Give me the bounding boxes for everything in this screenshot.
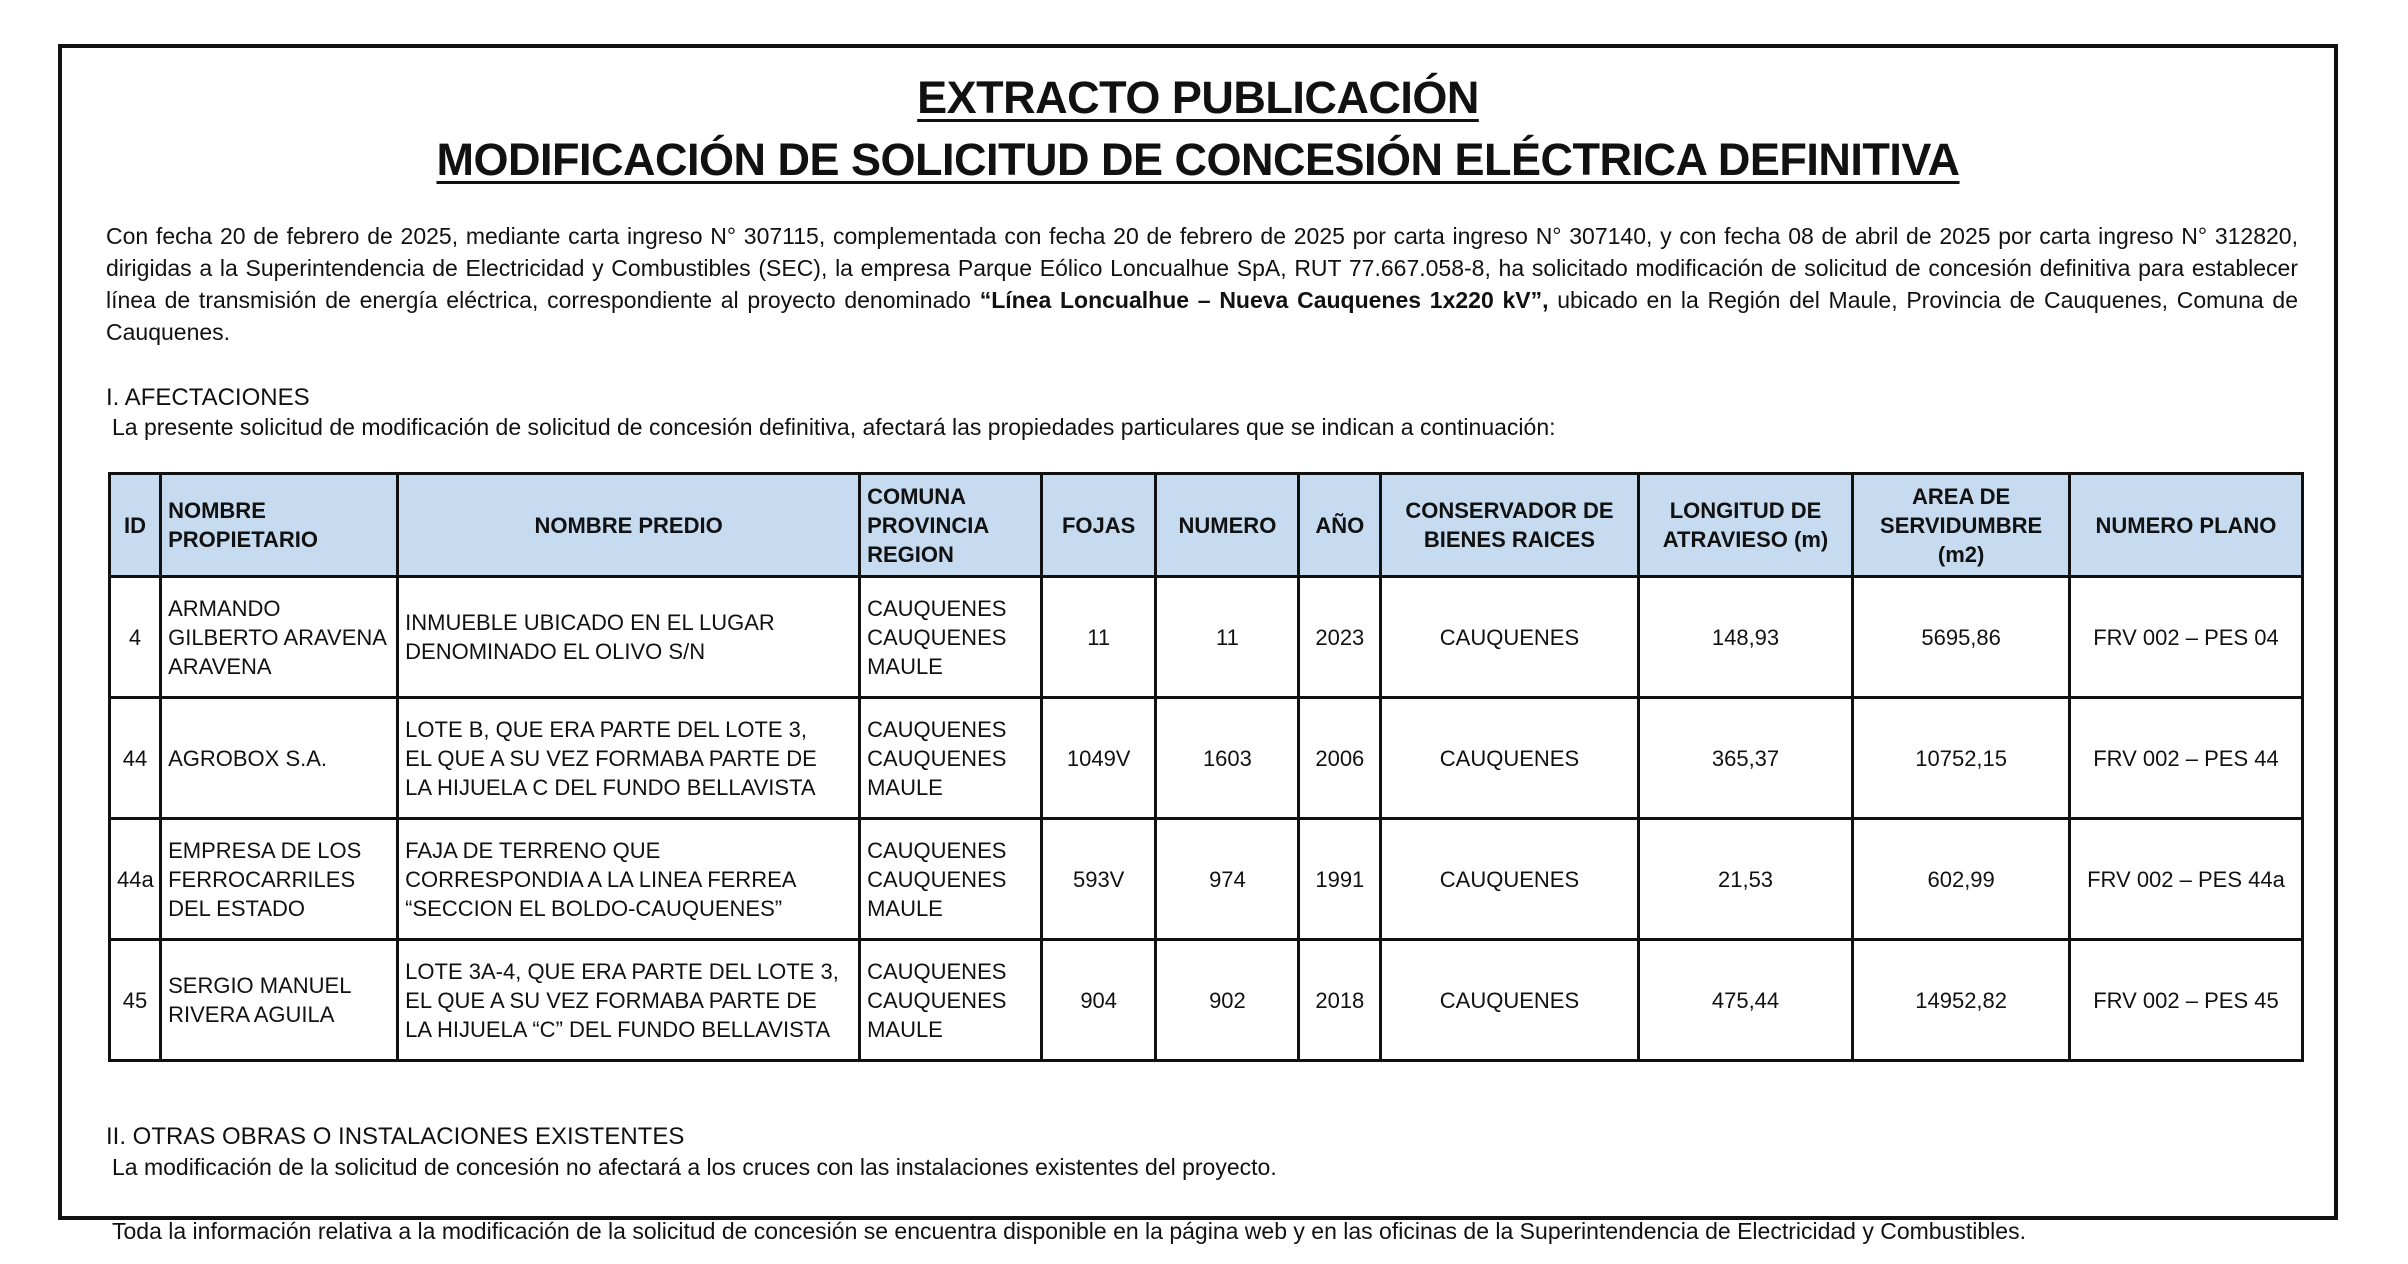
cell-property-line-2: EL QUE A SU VEZ FORMABA PARTE DE (405, 987, 817, 1013)
section-2-text: La modificación de la solicitud de concesión no afectará a los cruces con las instalaciones existentes del proyecto. (112, 1154, 1277, 1180)
cell-property-line-3: LA HIJUELA “C” DEL FUNDO BELLAVISTA (405, 1016, 831, 1042)
cell-owner-line-3: ARAVENA (168, 653, 272, 679)
cell-property-line-1: INMUEBLE UBICADO EN EL LUGAR (405, 610, 775, 635)
table-row (110, 940, 2303, 1061)
header-length-line-2: ATRAVIESO (m) (1662, 527, 1829, 552)
header-plan: NUMERO PLANO (2069, 474, 2302, 577)
cell-fojas: 11 (1041, 577, 1155, 698)
header-length (1638, 474, 1853, 577)
cell-owner-line-2: FERROCARRILES (168, 866, 356, 892)
cell-year: 1991 (1299, 819, 1381, 940)
cell-year: 2018 (1299, 940, 1381, 1061)
cell-area: 5695,86 (1853, 577, 2070, 698)
cell-length: 475,44 (1638, 940, 1853, 1061)
cell-property-line-2: CORRESPONDIA A LA LINEA FERREA (405, 866, 797, 892)
cell-property (398, 698, 860, 819)
cell-registry: CAUQUENES (1381, 577, 1639, 698)
cell-year: 2023 (1299, 577, 1381, 698)
cell-provincia: CAUQUENES (867, 745, 1007, 771)
cell-area: 10752,15 (1853, 698, 2070, 819)
cell-location (860, 940, 1042, 1061)
cell-registry: CAUQUENES (1381, 698, 1639, 819)
cell-provincia: CAUQUENES (867, 866, 1007, 892)
cell-numero: 974 (1156, 819, 1299, 940)
cell-registry: CAUQUENES (1381, 819, 1639, 940)
intro-text-part-1: Con fecha 20 de febrero de 2025, mediante carta ingreso N° 307115, complementada con fecha 20 de febrero de 2025 por carta ingreso N° 307140, y con fecha 08 de abril de 2025 por carta ingreso N° 312820, dirigidas a la Superintendencia de Electricidad y Combustibles (SEC), la empresa Parque Eólico Loncualhue SpA, RUT 77.667.058-8, ha solicitado modificación de solicitud de concesión definitiva para establecer línea de transmisión de energía eléctrica, correspondiente al proyecto denominado (106, 223, 2298, 313)
cell-numero: 1603 (1156, 698, 1299, 819)
cell-provincia: CAUQUENES (867, 987, 1007, 1013)
header-registry (1381, 474, 1639, 577)
header-owner-line-2: PROPIETARIO (168, 527, 319, 552)
header-numero: NUMERO (1156, 474, 1299, 577)
cell-length: 148,93 (1638, 577, 1853, 698)
cell-location (860, 577, 1042, 698)
cell-fojas: 904 (1041, 940, 1155, 1061)
cell-plan: FRV 002 – PES 44a (2069, 819, 2302, 940)
cell-area: 14952,82 (1853, 940, 2070, 1061)
header-location-line-2: PROVINCIA (867, 512, 990, 538)
table-row (110, 819, 2303, 940)
cell-owner-line-2: GILBERTO ARAVENA (168, 624, 387, 650)
header-registry-line-2: BIENES RAICES (1423, 527, 1596, 552)
header-location (860, 474, 1042, 577)
cell-owner (161, 577, 398, 698)
section-1-text: La presente solicitud de modificación de solicitud de concesión definitiva, afectará las propiedades particulares que se indican a continuación: (112, 414, 1556, 440)
document-title: EXTRACTO PUBLICACIÓN (917, 72, 1479, 123)
cell-property-line-1: FAJA DE TERRENO QUE (405, 837, 661, 863)
intro-paragraph (106, 220, 2298, 348)
cell-comuna: CAUQUENES (867, 716, 1007, 742)
cell-plan: FRV 002 – PES 04 (2069, 577, 2302, 698)
cell-owner (161, 819, 398, 940)
cell-region: MAULE (867, 774, 943, 800)
cell-year: 2006 (1299, 698, 1381, 819)
cell-property-line-2: DENOMINADO EL OLIVO S/N (405, 639, 706, 664)
cell-property (398, 577, 860, 698)
cell-property-line-2: EL QUE A SU VEZ FORMABA PARTE DE (405, 745, 817, 771)
intro-text-part-2: ubicado en la Región del Maule, Provincia de Cauquenes, Comuna de Cauquenes. (106, 287, 2298, 345)
cell-region: MAULE (867, 895, 943, 921)
header-area (1853, 474, 2070, 577)
cell-location (860, 819, 1042, 940)
header-property: NOMBRE PREDIO (398, 474, 860, 577)
cell-comuna: CAUQUENES (867, 595, 1007, 621)
publication-frame (58, 44, 2338, 1244)
cell-region: MAULE (867, 653, 943, 679)
section-2-heading: II. OTRAS OBRAS O INSTALACIONES EXISTENTES (106, 1123, 685, 1150)
cell-property (398, 940, 860, 1061)
cell-plan: FRV 002 – PES 45 (2069, 940, 2302, 1061)
cell-length: 365,37 (1638, 698, 1853, 819)
cell-fojas: 1049V (1041, 698, 1155, 819)
cell-area: 602,99 (1853, 819, 2070, 940)
cell-id: 44 (110, 698, 161, 819)
section-1-heading: I. AFECTACIONES (106, 384, 310, 411)
cell-id: 45 (110, 940, 161, 1061)
cell-owner-line-2: RIVERA AGUILA (168, 1002, 335, 1027)
header-fojas: FOJAS (1041, 474, 1155, 577)
cell-id: 44a (110, 819, 161, 940)
cell-owner-line-1: AGROBOX S.A. (168, 745, 328, 771)
cell-region: MAULE (867, 1016, 943, 1042)
cell-fojas: 593V (1041, 819, 1155, 940)
cell-provincia: CAUQUENES (867, 624, 1007, 650)
cell-registry: CAUQUENES (1381, 940, 1639, 1061)
cell-property-line-3: “SECCION EL BOLDO-CAUQUENES” (405, 895, 783, 921)
cell-owner (161, 698, 398, 819)
cell-property-line-1: LOTE 3A-4, QUE ERA PARTE DEL LOTE 3, (405, 958, 839, 984)
header-id: ID (110, 474, 161, 577)
cell-plan: FRV 002 – PES 44 (2069, 698, 2302, 819)
table-row (110, 698, 2303, 819)
cell-property (398, 819, 860, 940)
cell-owner-line-1: SERGIO MANUEL (168, 973, 352, 998)
cell-comuna: CAUQUENES (867, 958, 1007, 984)
cell-id: 4 (110, 577, 161, 698)
header-area-line-1: AREA DE (1912, 483, 2011, 509)
header-year: AÑO (1299, 474, 1381, 577)
header-area-line-3: (m2) (1937, 541, 1985, 567)
cell-comuna: CAUQUENES (867, 837, 1007, 863)
closing-text: Toda la información relativa a la modificación de la solicitud de concesión se encuentra disponible en la página web y en las oficinas de la Superintendencia de Electricidad y Combustibles. (112, 1218, 2026, 1244)
cell-owner-line-1: EMPRESA DE LOS (168, 837, 362, 863)
header-location-line-3: REGION (867, 541, 954, 567)
cell-property-line-1: LOTE B, QUE ERA PARTE DEL LOTE 3, (405, 716, 808, 742)
header-registry-line-1: CONSERVADOR DE (1405, 498, 1614, 523)
table-header-row (110, 474, 2303, 577)
cell-property-line-3: LA HIJUELA C DEL FUNDO BELLAVISTA (405, 774, 816, 800)
header-location-line-1: COMUNA (867, 483, 967, 509)
header-length-line-1: LONGITUD DE (1669, 498, 1822, 523)
cell-owner-line-3: DEL ESTADO (168, 895, 306, 921)
header-owner-line-1: NOMBRE (168, 498, 266, 523)
cell-length: 21,53 (1638, 819, 1853, 940)
affected-properties-table (108, 472, 2304, 1062)
document-subtitle: MODIFICACIÓN DE SOLICITUD DE CONCESIÓN ELÉCTRICA DEFINITIVA (436, 134, 1960, 185)
intro-project-name: “Línea Loncualhue – Nueva Cauquenes 1x220 kV”, (979, 287, 1549, 313)
header-area-line-2: SERVIDUMBRE (1880, 512, 2043, 538)
header-owner (161, 474, 398, 577)
cell-location (860, 698, 1042, 819)
cell-owner (161, 940, 398, 1061)
cell-numero: 11 (1156, 577, 1299, 698)
cell-owner-line-1: ARMANDO (168, 595, 281, 621)
table-row (110, 577, 2303, 698)
cell-numero: 902 (1156, 940, 1299, 1061)
